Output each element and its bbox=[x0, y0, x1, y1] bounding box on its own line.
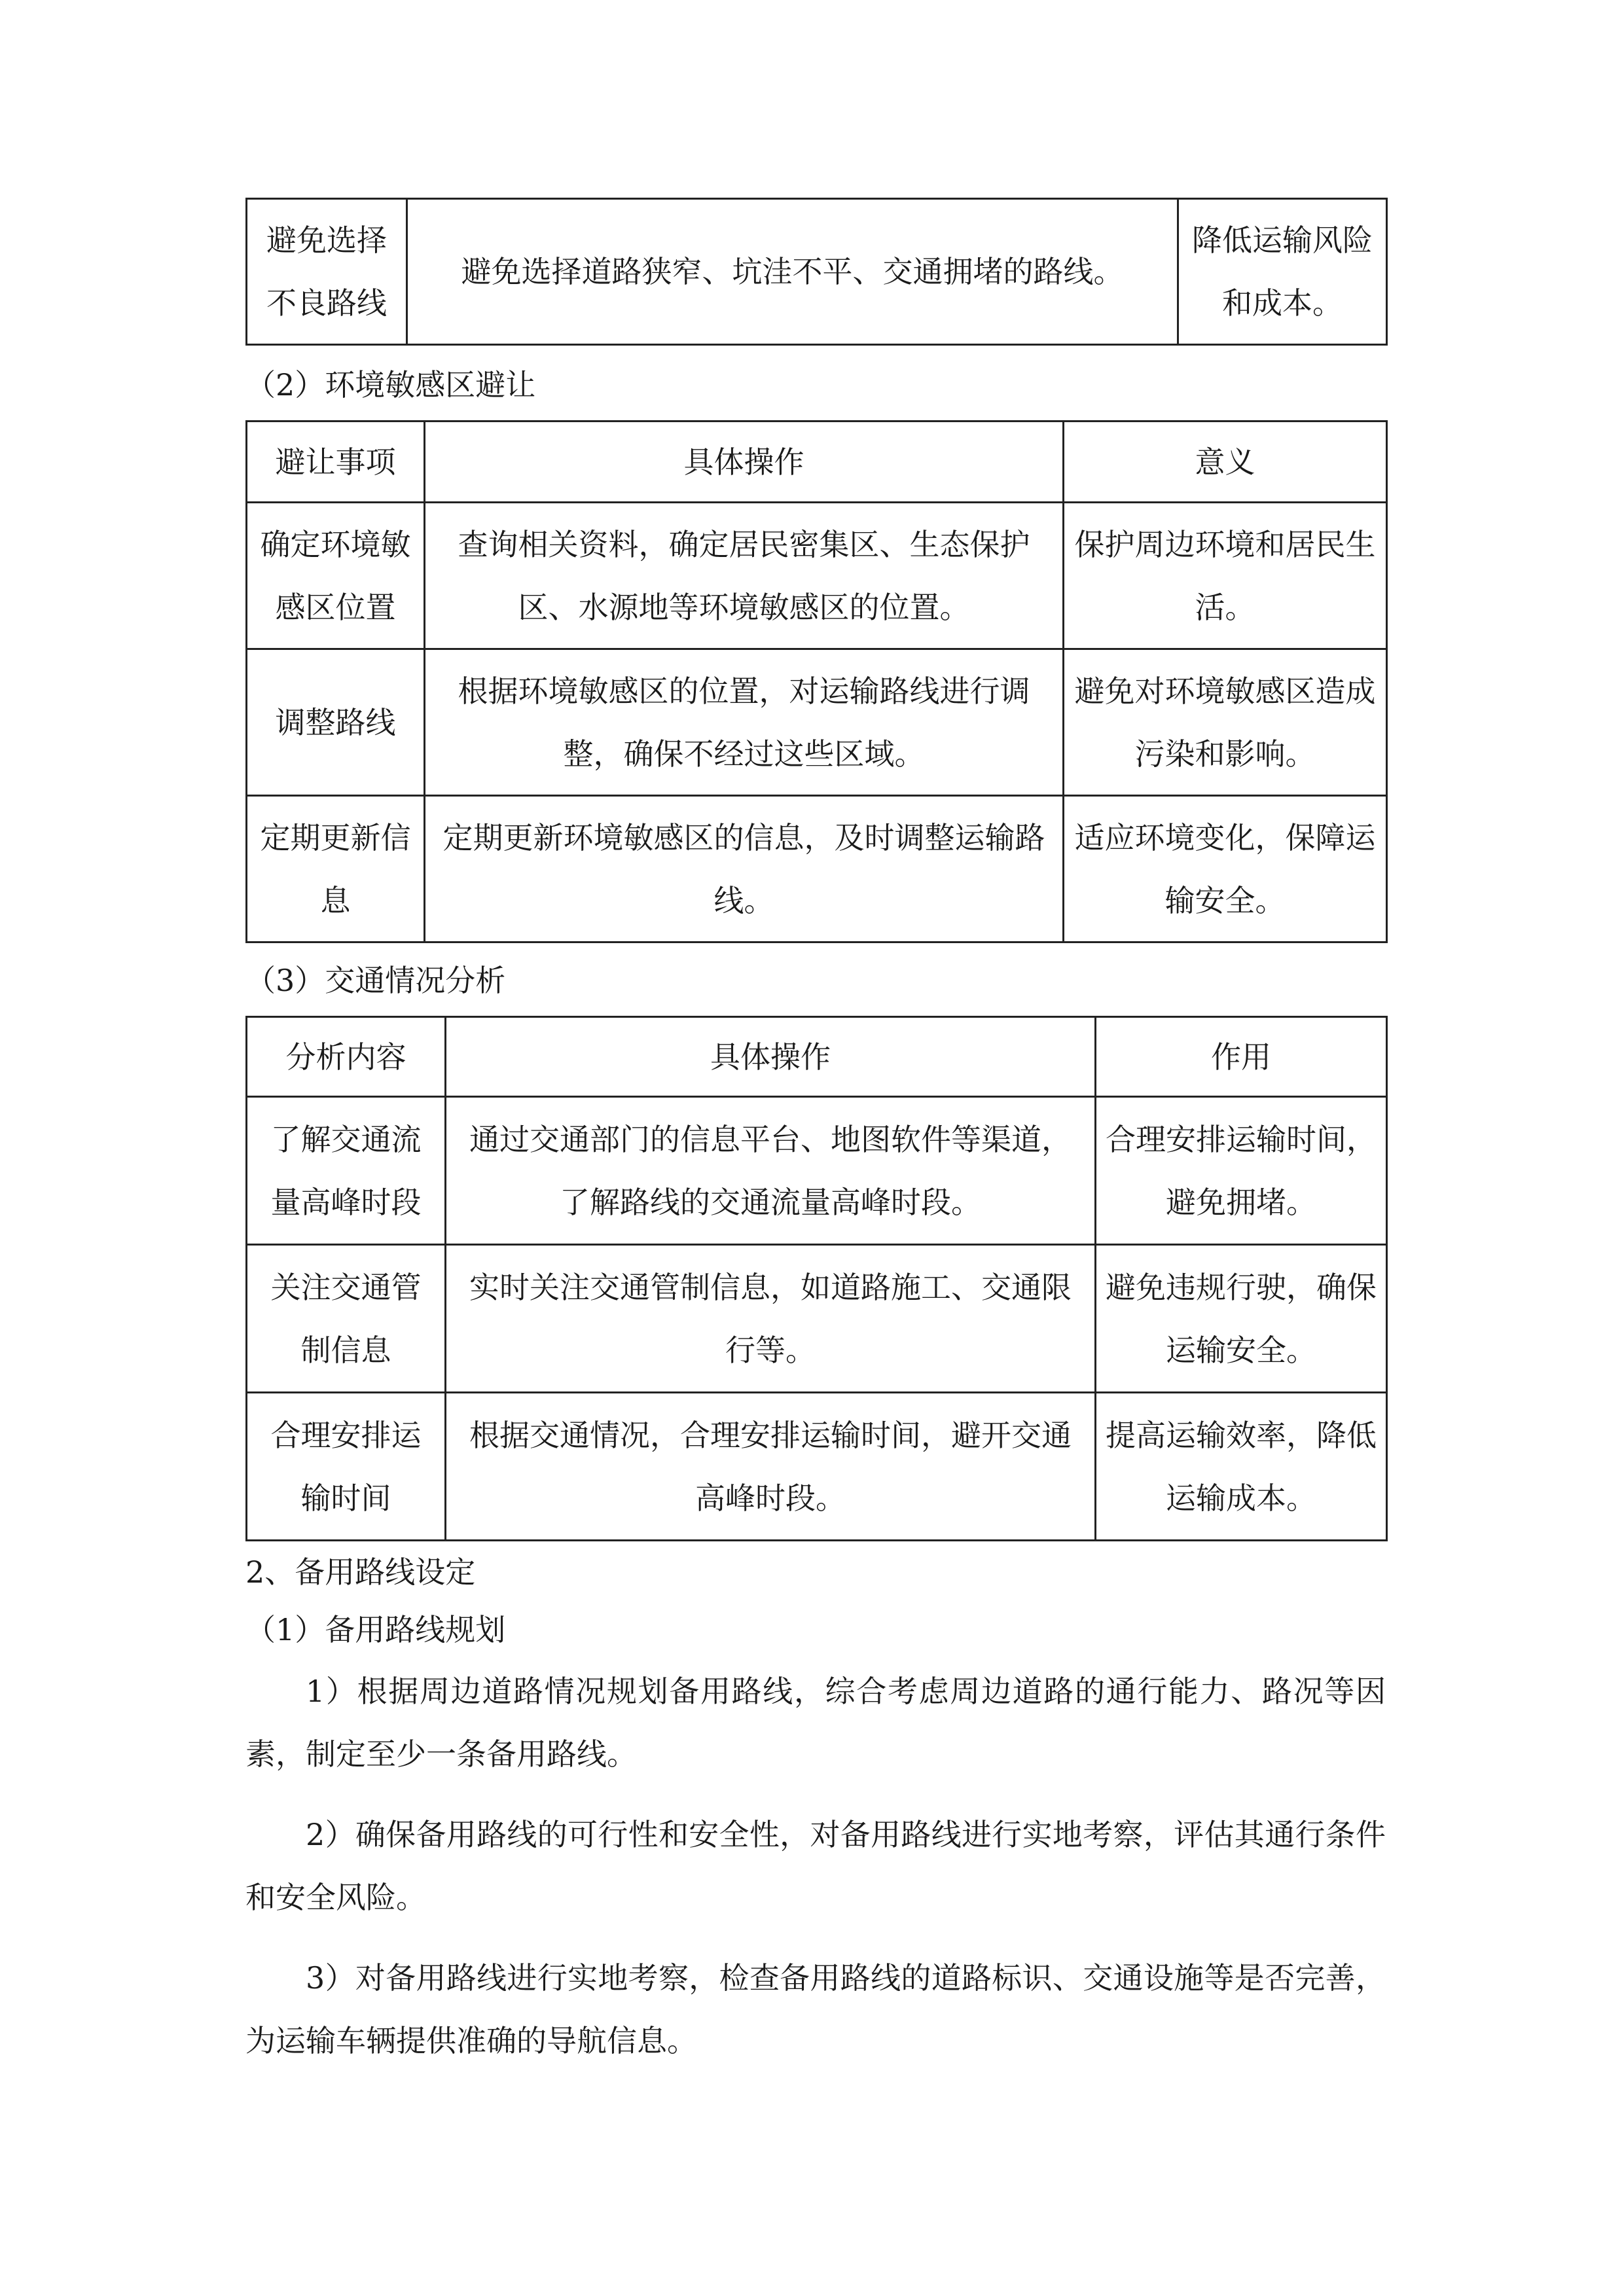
paragraph: 1）根据周边道路情况规划备用路线，综合考虑周边道路的通行能力、路况等因素，制定至少一条备用路线。 bbox=[245, 1674, 1386, 1772]
table-cell-operation: 根据环境敏感区的位置，对运输路线进行调整，确保不经过这些区域。 bbox=[425, 649, 1064, 796]
traffic-section-caption: （3）交通情况分析 bbox=[245, 963, 506, 998]
backup-route-subheading: （1）备用路线规划 bbox=[245, 1612, 506, 1647]
table-cell-operation: 避免选择道路狭窄、坑洼不平、交通拥堵的路线。 bbox=[407, 199, 1178, 345]
table-row bbox=[247, 796, 1387, 942]
table-row bbox=[247, 1393, 1387, 1541]
env-section-caption: （2）环境敏感区避让 bbox=[245, 367, 536, 403]
table-cell-operation: 定期更新环境敏感区的信息，及时调整运输路线。 bbox=[425, 796, 1064, 942]
table-cell-meaning: 降低运输风险和成本。 bbox=[1178, 199, 1387, 345]
table-row bbox=[247, 1245, 1387, 1393]
table-cell-item: 合理安排运输时间 bbox=[247, 1393, 446, 1541]
route-avoid-table bbox=[245, 198, 1388, 346]
table-cell-item: 定期更新信息 bbox=[247, 796, 425, 942]
table-row bbox=[247, 1097, 1387, 1245]
backup-route-heading: 2、备用路线设定 bbox=[245, 1554, 476, 1590]
table-cell-operation: 实时关注交通管制信息，如道路施工、交通限行等。 bbox=[446, 1245, 1096, 1393]
table-cell-operation: 根据交通情况，合理安排运输时间，避开交通高峰时段。 bbox=[446, 1393, 1096, 1541]
table-row bbox=[247, 649, 1387, 796]
table-header-cell: 避让事项 bbox=[247, 422, 425, 503]
table-header-row bbox=[247, 422, 1387, 503]
table-cell-item: 关注交通管制信息 bbox=[247, 1245, 446, 1393]
table-header-row bbox=[247, 1017, 1387, 1097]
table-cell-operation: 通过交通部门的信息平台、地图软件等渠道，了解路线的交通流量高峰时段。 bbox=[446, 1097, 1096, 1245]
paragraph: 2）确保备用路线的可行性和安全性，对备用路线进行实地考察，评估其通行条件和安全风险。 bbox=[245, 1817, 1386, 1915]
table-cell-operation: 查询相关资料，确定居民密集区、生态保护区、水源地等环境敏感区的位置。 bbox=[425, 503, 1064, 649]
table-cell-meaning: 保护周边环境和居民生活。 bbox=[1064, 503, 1387, 649]
table-row bbox=[247, 199, 1387, 345]
table-cell-item: 确定环境敏感区位置 bbox=[247, 503, 425, 649]
table-header-cell: 具体操作 bbox=[425, 422, 1064, 503]
paragraph: 3）对备用路线进行实地考察，检查备用路线的道路标识、交通设施等是否完善，为运输车辆提供准确的导航信息。 bbox=[245, 1960, 1386, 2058]
table-header-cell: 分析内容 bbox=[247, 1017, 446, 1097]
table-cell-meaning: 避免对环境敏感区造成污染和影响。 bbox=[1064, 649, 1387, 796]
table-cell-item: 调整路线 bbox=[247, 649, 425, 796]
table-row bbox=[247, 503, 1387, 649]
env-sensitive-table bbox=[245, 420, 1388, 943]
table-cell-meaning: 合理安排运输时间，避免拥堵。 bbox=[1096, 1097, 1387, 1245]
table-header-cell: 作用 bbox=[1096, 1017, 1387, 1097]
table-cell-item: 了解交通流量高峰时段 bbox=[247, 1097, 446, 1245]
table-header-cell: 具体操作 bbox=[446, 1017, 1096, 1097]
table-header-cell: 意义 bbox=[1064, 422, 1387, 503]
table-cell-meaning: 提高运输效率，降低运输成本。 bbox=[1096, 1393, 1387, 1541]
table-cell-meaning: 适应环境变化，保障运输安全。 bbox=[1064, 796, 1387, 942]
table-cell-item: 避免选择不良路线 bbox=[247, 199, 407, 345]
table-cell-meaning: 避免违规行驶，确保运输安全。 bbox=[1096, 1245, 1387, 1393]
traffic-analysis-table bbox=[245, 1016, 1388, 1541]
